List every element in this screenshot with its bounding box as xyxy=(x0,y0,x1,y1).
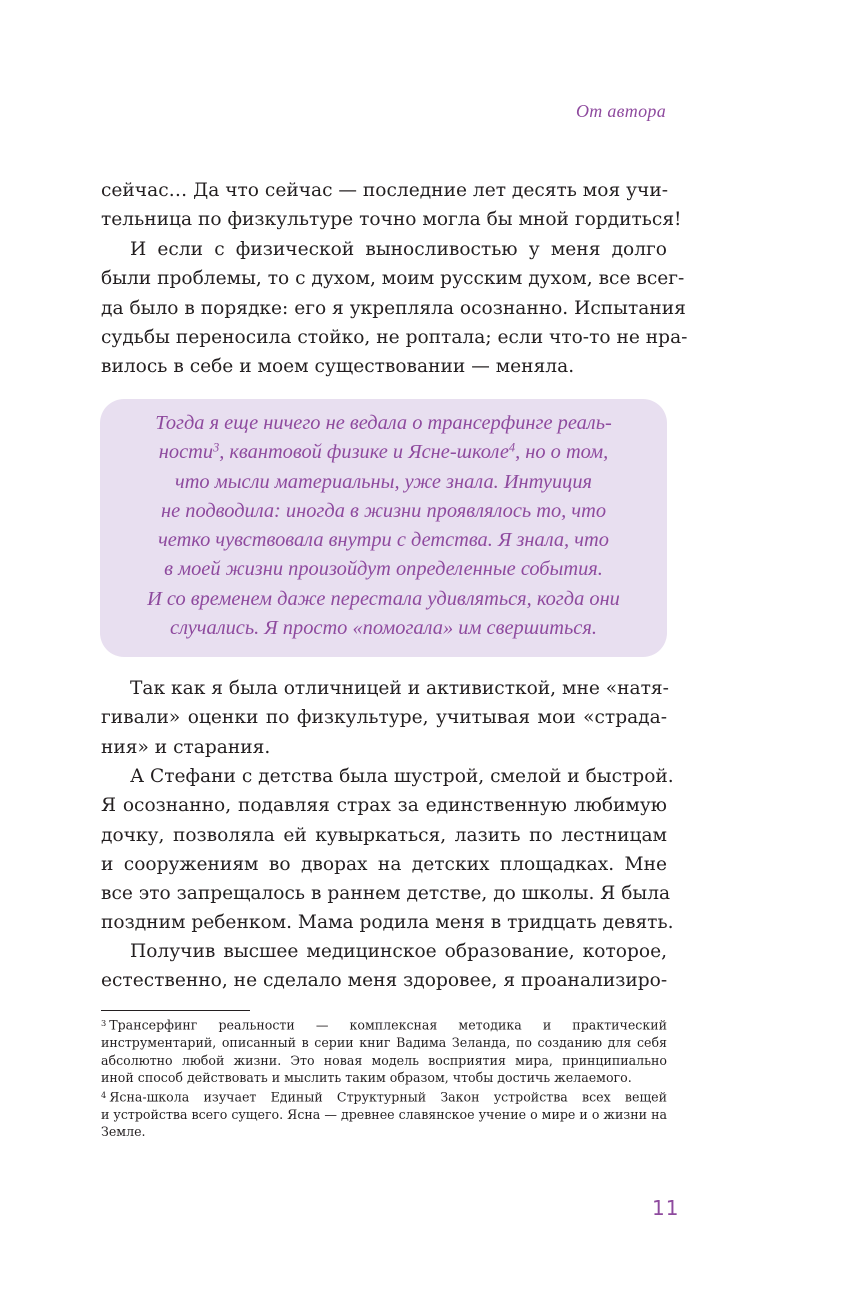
page-number: 11 xyxy=(652,1196,680,1220)
footnote-ref: 3 xyxy=(213,440,220,455)
footnote-number: 3 xyxy=(101,1018,107,1028)
paragraph-2 xyxy=(101,235,688,381)
paragraph-4 xyxy=(101,762,674,938)
footnote-text: Ясна-школа изучает Единый Структурный Закон устройства всех вещей xyxy=(109,1089,667,1105)
callout-line: четко чувствовала внутри с детства. Я знала, что xyxy=(158,529,609,552)
footnote-line: и устройства всего сущего. Ясна — древнее славянское учение о мире и о жизни на xyxy=(101,1106,667,1122)
footnote-ref: 4 xyxy=(508,440,516,455)
footnote-line: абсолютно любой жизни. Это новая модель восприятия мира, принципиально xyxy=(101,1052,667,1068)
text-line: судьбы переносила стойко, не роптала; если что-то не нра- xyxy=(101,326,688,348)
text-line: дочку, позволяла ей кувыркаться, лазить по лестницам xyxy=(101,824,667,846)
callout-fragment: , но о том, xyxy=(515,441,609,464)
running-header: От автора xyxy=(575,101,666,121)
text-line: ния» и старания. xyxy=(101,736,271,758)
footnote-line xyxy=(101,1087,667,1106)
text-line: и сооружениям во дворах на детских площадках. Мне xyxy=(101,853,667,875)
footnote-separator xyxy=(101,1010,250,1011)
text-line: Так как я была отличницей и активисткой, мне «натя- xyxy=(130,678,669,699)
footnote-line: инструментарий, описанный в серии книг Вадима Зеланда, по созданию для себя xyxy=(101,1035,667,1051)
callout-fragment: , квантовой физике и Ясне-школе xyxy=(219,441,509,464)
text-line: гивали» оценки по физкультуре, учитывая мои «страда- xyxy=(101,707,667,729)
footnotes xyxy=(101,1015,667,1141)
callout-line: случались. Я просто «помогала» им свершиться. xyxy=(170,617,597,640)
text-line: сейчас… Да что сейчас — последние лет десять моя учи- xyxy=(101,180,669,201)
footnote-4 xyxy=(101,1087,667,1141)
footnote-number: 4 xyxy=(101,1089,107,1100)
callout-line: И со временем даже перестала удивляться, когда они xyxy=(147,587,620,610)
paragraph-1 xyxy=(101,176,682,235)
text-line: А Стефани с детства была шустрой, смелой и быстрой. xyxy=(130,766,674,787)
text-line: естественно, не сделало меня здоровее, я проанализиро- xyxy=(101,970,668,992)
callout-line: в моей жизни произойдут определенные события. xyxy=(164,558,603,581)
footnote-text: Трансерфинг реальности — комплексная методика и практический xyxy=(109,1017,667,1033)
text-line: вилось в себе и моем существовании — меняла. xyxy=(101,356,575,378)
callout-line: не подводила: иногда в жизни проявлялось то, что xyxy=(160,499,607,522)
text-line: поздним ребенком. Мама родила меня в тридцать девять. xyxy=(101,912,674,934)
text-line: И если с физической выносливостью у меня долго xyxy=(130,239,667,260)
text-line: тельница по физкультуре точно могла бы мной гордиться! xyxy=(101,209,682,231)
footnote-line xyxy=(101,1015,667,1034)
text-line: Получив высшее медицинское образование, которое, xyxy=(130,941,667,962)
text-line: были проблемы, то с духом, моим русским духом, все всег- xyxy=(101,268,685,290)
callout-fragment: ности xyxy=(158,441,214,464)
footnote-line: Земле. xyxy=(101,1124,146,1140)
text-line: да было в порядке: его я укрепляла осознанно. Испытания xyxy=(101,297,686,319)
paragraph-5 xyxy=(101,937,667,996)
text-line: все это запрещалось в раннем детстве, до школы. Я была xyxy=(101,883,671,905)
callout-line: что мысли материальны, уже знала. Интуиция xyxy=(174,470,593,493)
callout-text xyxy=(100,409,667,643)
footnote-line: иной способ действовать и мыслить таким образом, чтобы достичь желаемого. xyxy=(101,1070,632,1086)
callout-line xyxy=(100,438,667,467)
paragraph-3 xyxy=(101,674,667,762)
footnote-3 xyxy=(101,1015,667,1087)
text-line: Я осознанно, подавляя страх за единственную любимую xyxy=(101,795,667,817)
callout-line: Тогда я еще ничего не ведала о трансерфинге реаль- xyxy=(155,412,612,434)
